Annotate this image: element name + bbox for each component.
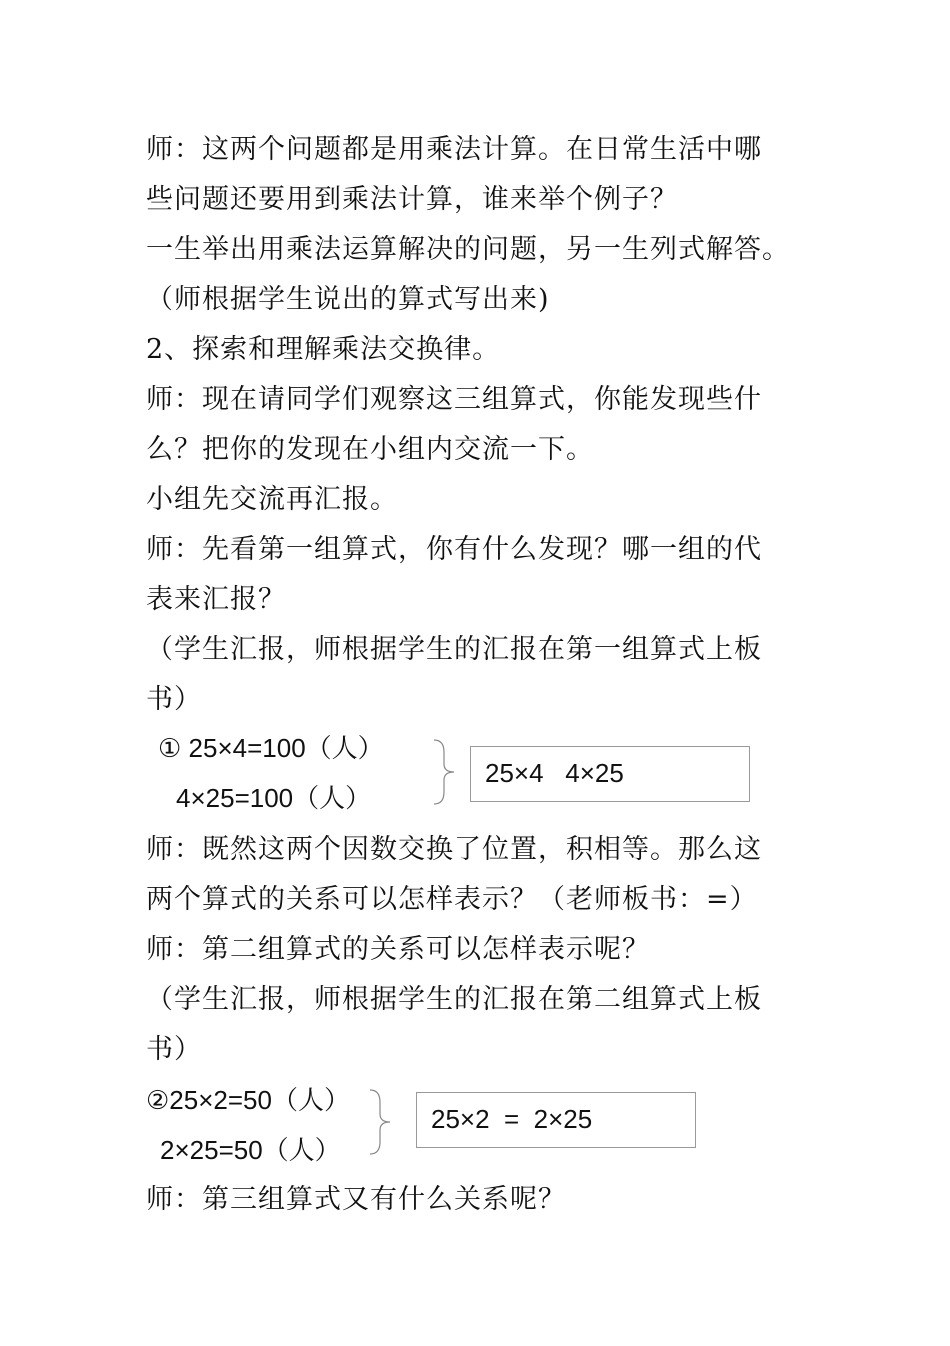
text-line: 师：先看第一组算式，你有什么发现？哪一组的代 xyxy=(146,534,762,565)
text-line: 师：现在请同学们观察这三组算式，你能发现些什 xyxy=(146,384,762,415)
text-line: 师：这两个问题都是用乘法计算。在日常生活中哪 xyxy=(146,134,762,165)
text-line: 师：第三组算式又有什么关系呢？ xyxy=(146,1184,566,1215)
equation-text: 4×25=100 xyxy=(176,783,294,813)
text-line: 表来汇报？ xyxy=(146,584,286,615)
text-line: 师：第二组算式的关系可以怎样表示呢？ xyxy=(146,934,650,965)
equation-unit: （人） xyxy=(262,1136,341,1166)
brace-icon xyxy=(432,738,456,806)
text-line: 书） xyxy=(146,684,202,715)
equation-text: ① 25×4=100 xyxy=(158,733,306,763)
text-line: 书） xyxy=(146,1034,202,1065)
equation-group1-second xyxy=(176,773,371,824)
text-line: （学生汇报，师根据学生的汇报在第二组算式上板 xyxy=(146,984,762,1015)
equation-box-group2: 25×2 = 2×25 xyxy=(416,1092,696,1148)
text-line: 么？把你的发现在小组内交流一下。 xyxy=(146,434,594,465)
equation-group2-second xyxy=(160,1125,341,1176)
brace-icon xyxy=(368,1088,392,1156)
equation-text: ②25×2=50 xyxy=(146,1085,272,1115)
text-line: 师：既然这两个因数交换了位置，积相等。那么这 xyxy=(146,834,762,865)
equation-group1-first xyxy=(158,723,384,774)
text-line: 些问题还要用到乘法计算，谁来举个例子？ xyxy=(146,184,678,215)
equation-unit: （人） xyxy=(293,784,372,814)
text-line: 一生举出用乘法运算解决的问题，另一生列式解答。 xyxy=(146,234,790,265)
equation-group2-first xyxy=(146,1075,350,1126)
text-line: （学生汇报，师根据学生的汇报在第一组算式上板 xyxy=(146,634,762,665)
equation-box-group1: 25×4 4×25 xyxy=(470,746,750,802)
section-heading: 2、探索和理解乘法交换律。 xyxy=(146,334,501,365)
text-line: 两个算式的关系可以怎样表示？（老师板书：=） xyxy=(146,884,758,915)
equation-text: 2×25=50 xyxy=(160,1135,263,1165)
equation-unit: （人） xyxy=(305,734,384,764)
text-line: （师根据学生说出的算式写出来) xyxy=(146,284,550,315)
equation-unit: （人） xyxy=(271,1086,350,1116)
text-line: 小组先交流再汇报。 xyxy=(146,484,398,515)
